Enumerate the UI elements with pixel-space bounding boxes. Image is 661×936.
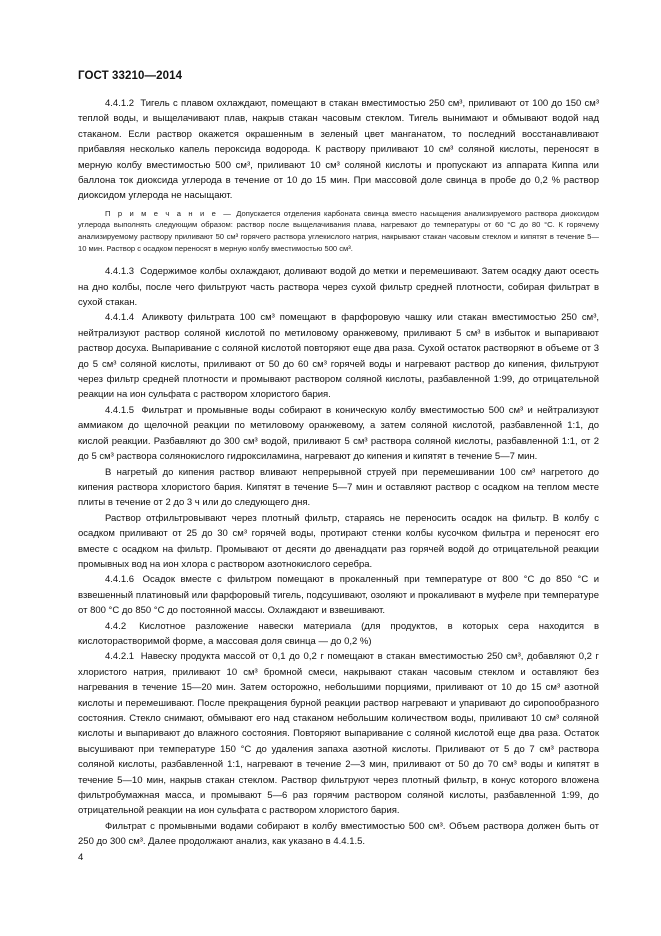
paragraph-text: Фильтрат с промывными водами собирают в колбу вместимостью 500 см³. Объем раствора должен быть от 250 до 300 см³. Далее продолжают анализ, как указано в 4.4.1.5. [78, 820, 599, 848]
note-label: П р и м е ч а н и е — [105, 208, 233, 218]
paragraph [78, 310, 599, 402]
paragraph [78, 264, 599, 310]
section-number: 4.4.1.5 [105, 404, 135, 416]
section-number: 4.4.2 [105, 620, 127, 632]
section-number: 4.4.1.3 [105, 266, 135, 278]
paragraph-text: Кислотное разложение навески материала (для продуктов, в которых сера находится в кислоторастворимой форме, а массовая доля свинца — до 0,2 %) [78, 620, 599, 647]
paragraph [78, 96, 599, 204]
note-paragraph [78, 208, 599, 254]
paragraph-text: Аликвоту фильтрата 100 см³ помещают в фарфоровую чашку или стакан вместимостью 250 см³, нейтрализуют раствор соляной кислотой по метиловому оранжевому, приливают 5 см³ в избыток и выпаривают раствор досуха. Выпаривание с соляной кислотой повторяют еще два раза. Сухой остаток растворяют в объеме от 3 до 5 см³ соляной кислоты, приливают от 50 до 60 см³ горячей воды и нагревают раствор до кипения, фильтруют через фильтр средней плотности и промывают раствором соляной кислоты, разбавленной 1:99, до отрицательной реакции на ион сульфата с раствором хлористого бария. [78, 312, 599, 401]
page-number: 4 [78, 852, 84, 863]
section-number: 4.4.1.4 [105, 312, 135, 324]
paragraph-text: Допускается отделения карбоната свинца вместо насыщения анализируемого раствора диоксидом углерода выполнять следующим образом: раствор после выщелачивания плава, нагревают до температуры от 60 °C до 80 °C. К горячему анализируемому раствору приливают 50 см³ горячего раствора углекислого натрия, накрывают стакан часовым стеклом и кипятят в течение 5—10 мин. Раствор с осадком переносят в мерную колбу вместимостью 500 см³. [78, 208, 599, 253]
document-body [78, 96, 599, 850]
section-number: 4.4.1.6 [105, 574, 135, 586]
paragraph [78, 619, 599, 650]
paragraph [78, 511, 599, 573]
paragraph [78, 649, 599, 818]
paragraph [78, 465, 599, 511]
section-number: 4.4.2.1 [105, 651, 135, 663]
paragraph [78, 819, 599, 850]
paragraph-text: Фильтрат и промывные воды собирают в коническую колбу вместимостью 500 см³ и нейтрализуют аммиаком до щелочной реакции по метиловому оранжевому, а затем соляной кислотой, разбавленной 1:1, до кислой реакции. Разбавляют до 300 см³ водой, приливают 5 см³ раствора соляной кислоты, разбавленной 1:1, от 2 до 5 см³ раствора солянокислого гидроксиламина, нагревают до кипения и кипятят в течение 5—7 мин. [78, 404, 599, 463]
paragraph-text: Осадок вместе с фильтром помещают в прокаленный при температуре от 800 °C до 850 °C и взвешенный платиновый или фарфоровый тигель, подсушивают, озоляют и прокаливают в муфеле при температуре от 800 °C до 850 °C до постоянной массы. Охлаждают и взвешивают. [78, 574, 599, 617]
paragraph-text: Тигель с плавом охлаждают, помещают в стакан вместимостью 250 см³, приливают от 100 до 150 см³ теплой воды, и выщелачивают плав, накрыв стакан часовым стеклом. Тигель вынимают и обмывают водой над стаканом. Если раствор окажется окрашенным в зеленый цвет манганатом, то последний восстанавливают прибавляя несколько капель пероксида водорода. К раствору приливают 10 см³ соляной кислоты, переносят в мерную колбу вместимостью 500 см³, приливают 10 см³ соляной кислоты и пропускают из аппарата Киппа или баллона ток диоксида углерода в течение от 10 до 15 мин. При массовой доле свинца в пробе до 0,2 % раствор диоксидом углерода не насыщают. [78, 98, 600, 202]
paragraph-text: Раствор отфильтровывают через плотный фильтр, стараясь не переносить осадок на фильтр. В колбу с осадком приливают от 25 до 30 см³ горячей воды, протирают стенки колбы кусочком фильтра и переносят его вместе с осадком на фильтр. Промывают от десяти до двенадцати раз горячей водой до отрицательной реакции промывных вод на ион хлора с раствором азотнокислого серебра. [78, 512, 599, 570]
paragraph-text: Навеску продукта массой от 0,1 до 0,2 г помещают в стакан вместимостью 250 см³, добавляют 0,2 г хлористого натрия, приливают 10 см³ бромной смеси, накрывают стакан часовым стеклом и оставляют без нагревания в течение 15—20 мин. Затем осторожно, небольшими порциями, приливают от 10 до 15 см³ азотной кислоты и перемешивают. После прекращения бурной реакции раствор нагревают и упаривают до сиропообразного состояния. Стекло снимают, обмывают его над стаканом небольшим количеством воды, приливают 10 см³ соляной кислоты и выпаривают до влажного состояния. Повторяют выпаривание с соляной кислотой еще два раза. Остаток высушивают при температуре 150 °C до удаления запаха азотной кислоты. Приливают от 5 до 7 см³ раствора соляной кислоты, разбавленной 1:1, нагревают в течение 2—3 мин, приливают от 50 до 70 см³ воды и кипятят в течение 5—10 мин, накрыв стакан стеклом. Раствор фильтруют через плотный фильтр, в конус которого вложена фильтробумажная масса, и промывают 5—6 раз горячим раствором соляной кислоты, разбавленной 1:99, до отрицательной реакции на ион сульфата с раствором хлористого бария. [78, 651, 600, 817]
paragraph-text: Содержимое колбы охлаждают, доливают водой до метки и перемешивают. Затем осадку дают осесть на дно колбы, после чего фильтруют часть раствора через сухой фильтр средней плотности, собирая фильтрат в сухой стакан. [78, 266, 599, 309]
paragraph-text: В нагретый до кипения раствор вливают непрерывной струей при перемешивании 100 см³ нагретого до кипения раствора хлористого бария. Кипятят в течение 5—7 мин и оставляют раствор с осадком на теплом месте плиты в течение от 2 до 3 ч или до следующего дня. [78, 466, 599, 509]
paragraph [78, 403, 599, 465]
page-header-title: ГОСТ 33210—2014 [78, 70, 183, 82]
paragraph [78, 572, 599, 618]
section-number: 4.4.1.2 [105, 98, 135, 109]
